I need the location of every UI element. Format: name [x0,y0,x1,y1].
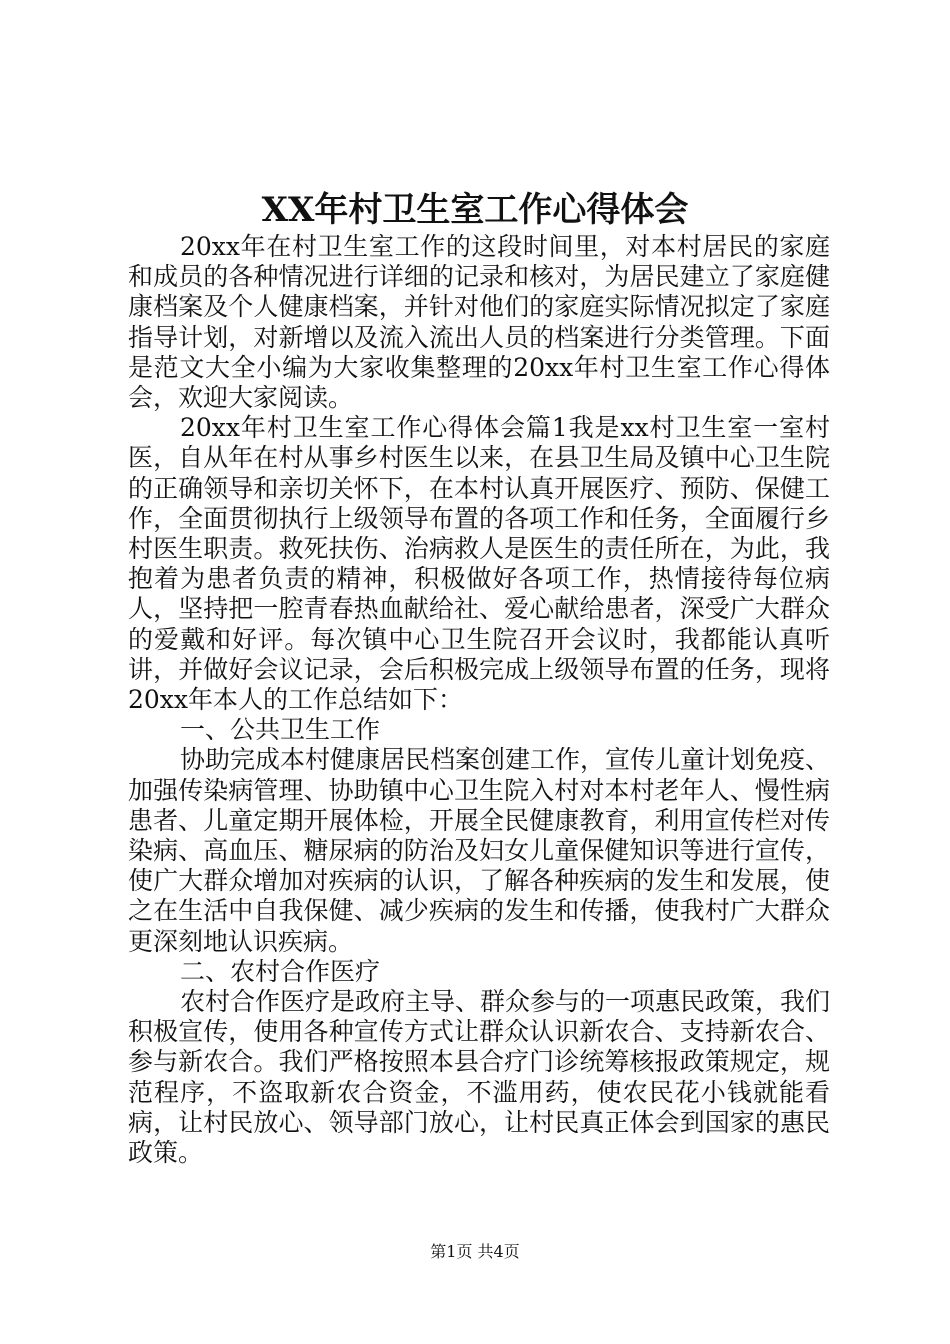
document-title: XX年村卫生室工作心得体会 [261,190,689,230]
section-heading-cooperative-medical: 二、农村合作医疗 [180,956,381,986]
public-health-paragraph: 协助完成本村健康居民档案创建工作，宣传儿童计划免疫、加强传染病管理、协助镇中心卫生院入村对本村老年人、慢性病患者、儿童定期开展体检，开展全民健康教育，利用宣传栏对传染病、高血压、糖尿病的防治及妇女儿童保健知识等进行宣传，使广大群众增加对疾病的认识，了解各种疾病的发生和发展，使之在生活中自我保健、减少疾病的发生和传播，使我村广大群众更深刻地认识疾病。 [128,745,831,956]
article-paragraph-1: 20xx年村卫生室工作心得体会篇1我是xx村卫生室一室村医，自从年在村从事乡村医生以来，在县卫生局及镇中心卫生院的正确领导和亲切关怀下，在本村认真开展医疗、预防、保健工作，全面贯彻执行上级领导布置的各项工作和任务，全面履行乡村医生职责。救死扶伤、治病救人是医生的责任所在，为此，我抱着为患者负责的精神，积极做好各项工作，热情接待每位病人，坚持把一腔青春热血献给社、爱心献给患者，深受广大群众的爱戴和好评。每次镇中心卫生院召开会议时，我都能认真听讲，并做好会议记录，会后积极完成上级领导布置的任务，现将20xx年本人的工作总结如下： [128,413,830,715]
document-body [128,232,830,1168]
page-footer: 第1页 共4页 [430,1242,520,1261]
intro-paragraph: 20xx年在村卫生室工作的这段时间里，对本村居民的家庭和成员的各种情况进行详细的记录和核对，为居民建立了家庭健康档案及个人健康档案，并针对他们的家庭实际情况拟定了家庭指导计划，对新增以及流入流出人员的档案进行分类管理。下面是范文大全小编为大家收集整理的20xx年村卫生室工作心得体会，欢迎大家阅读。 [128,232,830,413]
cooperative-medical-paragraph: 农村合作医疗是政府主导、群众参与的一项惠民政策，我们积极宣传，使用各种宣传方式让群众认识新农合、支持新农合、参与新农合。我们严格按照本县合疗门诊统筹核报政策规定，规范程序，不盗取新农合资金，不滥用药，使农民花小钱就能看病，让村民放心、领导部门放心，让村民真正体会到国家的惠民政策。 [128,987,831,1168]
section-heading-public-health: 一、公共卫生工作 [180,715,381,745]
